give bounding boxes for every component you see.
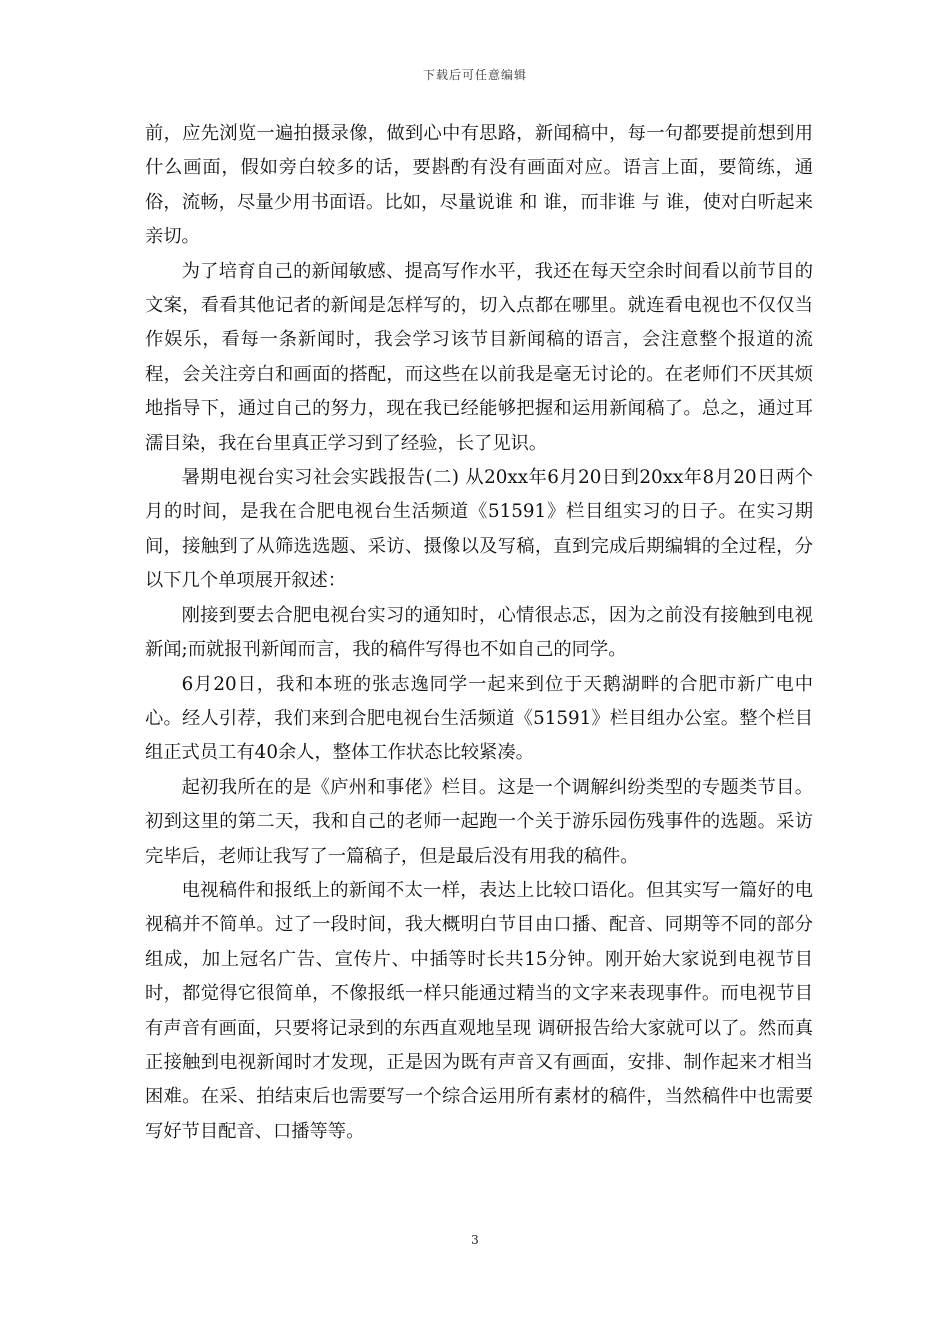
paragraph: 刚接到要去合肥电视台实习的通知时，心情很忐忑，因为之前没有接触到电视新闻;而就报刊新闻而言，我的稿件写得也不如自己的同学。 [145, 604, 813, 661]
document-body [145, 117, 813, 1149]
paragraph: 电视稿件和报纸上的新闻不太一样，表达上比较口语化。但其实写一篇好的电视稿并不简单。过了一段时间，我大概明白节目由口播、配音、同期等不同的部分组成，加上冠名广告、宣传片、中插等时长共15分钟。刚开始大家说到电视节目时，都觉得它很简单，不像报纸一样只能通过精当的文字来表现事件。而电视节目有声音有画面，只要将记录到的东西直观地呈现 调研报告给大家就可以了。然而真正接触到电视新闻时才发现，正是因为既有声音又有画面，安排、制作起来才相当困难。在采、拍结束后也需要写一个综合运用所有素材的稿件，当然稿件中也需要写好节目配音、口播等等。 [145, 879, 813, 1142]
paragraph-continuation: 前，应先浏览一遍拍摄录像，做到心中有思路，新闻稿中，每一句都要提前想到用什么画面，假如旁白较多的话，要斟酌有没有画面对应。语言上面，要简练，通俗，流畅，尽量少用书面语。比如，尽量说谁 和 谁，而非谁 与 谁，使对白听起来亲切。 [145, 123, 813, 248]
page-number: 3 [471, 1233, 479, 1247]
paragraph: 为了培育自己的新闻敏感、提高写作水平，我还在每天空余时间看以前节目的文案，看看其他记者的新闻是怎样写的，切入点都在哪里。就连看电视也不仅仅当作娱乐，看每一条新闻时，我会学习该节目新闻稿的语言，会注意整个报道的流程，会关注旁白和画面的搭配，而这些在以前我是毫无讨论的。在老师们不厌其烦地指导下，通过自己的努力，现在我已经能够把握和运用新闻稿了。总之，通过耳濡目染，我在台里真正学习到了经验，长了见识。 [145, 260, 813, 454]
page-header: 下载后可任意编辑 [422, 68, 527, 82]
paragraph: 暑期电视台实习社会实践报告(二) 从20xx年6月20日到20xx年8月20日两个月的时间，是我在合肥电视台生活频道《51591》栏目组实习的日子。在实习期间，接触到了从筛选选题、采访、摄像以及写稿，直到完成后期编辑的全过程，分以下几个单项展开叙述： [145, 467, 813, 592]
paragraph: 起初我所在的是《庐州和事佬》栏目。这是一个调解纠纷类型的专题类节目。初到这里的第二天，我和自己的老师一起跑一个关于游乐园伤残事件的选题。采访完毕后，老师让我写了一篇稿子，但是最后没有用我的稿件。 [145, 776, 813, 867]
paragraph: 6月20日，我和本班的张志逸同学一起来到位于天鹅湖畔的合肥市新广电中心。经人引荐，我们来到合肥电视台生活频道《51591》栏目组办公室。整个栏目组正式员工有40余人，整体工作状态比较紧凑。 [145, 673, 813, 764]
